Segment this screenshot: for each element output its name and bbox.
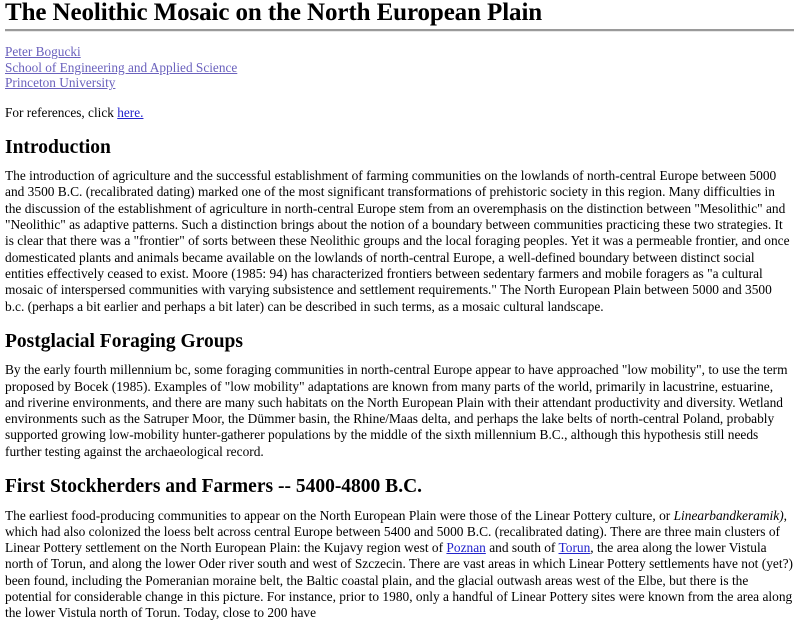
horizontal-rule-divider bbox=[5, 29, 794, 32]
institution-link[interactable]: Princeton University bbox=[5, 75, 116, 91]
section-paragraph-first-stockherders-and-farmers bbox=[5, 508, 794, 622]
byline bbox=[5, 44, 794, 91]
torun-link[interactable]: Torun bbox=[558, 540, 591, 556]
paragraph-text-part-1: The earliest food-producing communities to appear on the North European Plain were those of the Linear Pottery culture, or bbox=[5, 507, 674, 523]
references-prefix-text: For references, click bbox=[5, 104, 118, 120]
references-line bbox=[5, 105, 794, 121]
section-heading-introduction: Introduction bbox=[5, 136, 111, 158]
paragraph-text-part-2: , which had also colonized the loess belt across central Europe between 5400 and 5000 B.C. (recalibrated dating). There are three main clusters of Linear Pottery settlement on the North European Plain: the Kujavy region west of bbox=[5, 507, 788, 556]
paragraph-text-part-4: , the area along the lower Vistula north of Torun, and along the lower Oder river south and west of Szczecin. There are vast areas in which Linear Pottery settlements have not (yet?) been found, including the Pomeranian moraine belt, the Baltic coastal plain, and the glacial outwash areas west of the Elbe, but there is the potential for considerable change in this picture. For instance, prior to 1980, only a handful of Linear Pottery sites were known from the area along the lower Vistula north of Torun. Today, close to 200 have bbox=[5, 540, 793, 621]
poznan-link[interactable]: Poznan bbox=[446, 540, 486, 556]
department-link[interactable]: School of Engineering and Applied Science bbox=[5, 59, 238, 75]
paragraph-text-part-3: and south of bbox=[485, 540, 559, 556]
page-title: The Neolithic Mosaic on the North European Plain bbox=[5, 0, 543, 26]
italic-term-linearbandkeramik: Linearbandkeramik) bbox=[673, 507, 784, 523]
references-here-link[interactable]: here. bbox=[117, 104, 144, 120]
section-heading-postglacial-foraging-groups: Postglacial Foraging Groups bbox=[5, 330, 243, 352]
section-paragraph-introduction: The introduction of agriculture and the successful establishment of farming communities on the lowlands of north-central Europe between 5000 and 3500 B.C. (recalibrated dating) marked one of the most significant transformations of prehistoric society in this region. Many difficulties in the discussion of the establishment of agriculture in north-central Europe stem from an overemphasis on the distinction between "Mesolithic" and "Neolithic" as adaptive patterns. Such a distinction brings about the notion of a boundary between communities practicing these two strategies. It is clear that there was a "frontier" of sorts between these Neolithic groups and the local foraging peoples. Yet it was a permeable frontier, and once domesticated plants and animals became available on the lowlands of north-central Europe, a well-defined boundary between distinct social entities effectively ceased to exist. Moore (1985: 94) has characterized frontiers between sedentary farmers and mobile foragers as "a cultural mosaic of interspersed communities with varying subsistence and settlement requirements." The North European Plain between 5000 and 3500 b.c. (perhaps a bit earlier and perhaps a bit later) can be described in such terms, as a mosaic cultural landscape. bbox=[5, 168, 790, 314]
section-paragraph-postglacial-foraging-groups: By the early fourth millennium bc, some foraging communities in north-central Europe appear to have approached "low mobility", to use the term proposed by Bocek (1985). Examples of "low mobility" adaptations are known from many parts of the world, primarily in lacustrine, estuarine, and riverine environments, and there are many such habitats on the North European Plain with their attendant productivity and diversity. Wetland environments such as the Satruper Moor, the Dümmer basin, the Rhine/Maas delta, and perhaps the lake belts of north-central Poland, probably supported growing low-mobility hunter-gatherer populations by the middle of the sixth millennium B.C., although this hypothesis still needs further testing against the archaeological record. bbox=[5, 362, 788, 459]
author-link[interactable]: Peter Bogucki bbox=[5, 44, 81, 60]
section-heading-first-stockherders-and-farmers: First Stockherders and Farmers -- 5400-4800 B.C. bbox=[5, 476, 423, 498]
